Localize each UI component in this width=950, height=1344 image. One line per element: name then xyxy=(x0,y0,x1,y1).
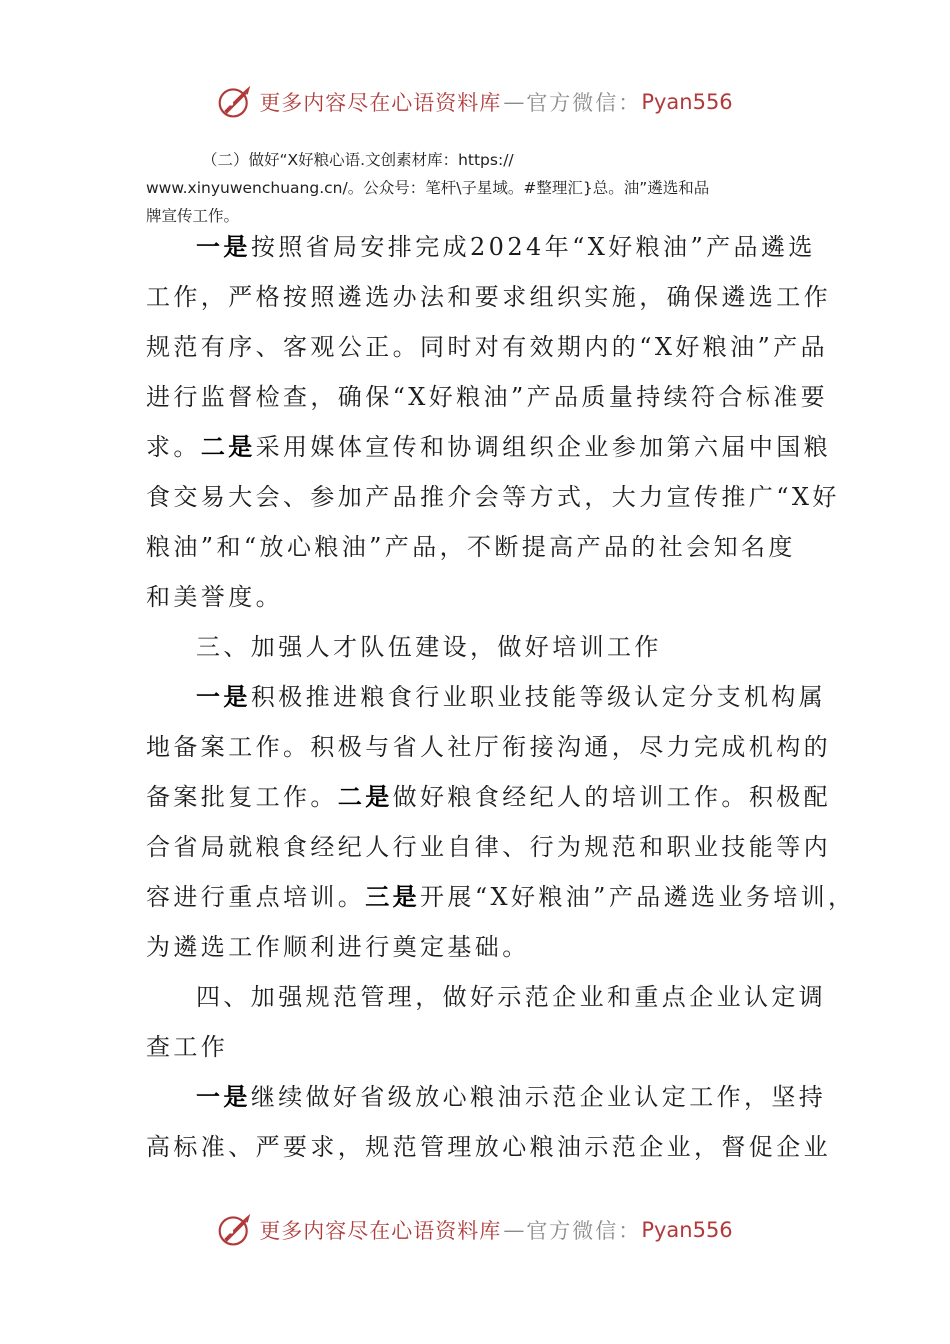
para1-line-2: 工作，严格按照遴选办法和要求组织实施，确保遴选工作 xyxy=(146,283,831,311)
para1-line-4: 进行监督检查，确保“X好粮油”产品质量持续符合标准要 xyxy=(146,383,829,411)
para2-line-2: 地备案工作。积极与省人社厅衔接沟通，尽力完成机构的 xyxy=(146,733,831,761)
banner-wechat-label: 官方微信： xyxy=(526,1219,642,1243)
para2-line-4: 合省局就粮食经纪人行业自律、行为规范和职业技能等内 xyxy=(146,833,831,861)
text: 开展“X好粮油”产品遴选业务培训， xyxy=(420,883,856,911)
para1-line-6: 食交易大会、参加产品推介会等方式，大力宣传推广“X好 xyxy=(146,483,840,511)
para3-line-2: 高标准、严要求，规范管理放心粮油示范企业，督促企业 xyxy=(146,1133,831,1161)
small-paragraph-line: 牌宣传工作。 xyxy=(146,207,240,225)
section-heading-3: 三、加强人才队伍建设，做好培训工作 xyxy=(196,633,662,661)
para2-line-1 xyxy=(146,672,827,722)
para2-line-3 xyxy=(146,772,832,822)
banner-dash: — xyxy=(503,90,525,114)
text: 求。 xyxy=(146,433,201,461)
banner-wechat-label: 官方微信： xyxy=(526,91,642,115)
banner-main-text: 更多内容尽在心语资料库 xyxy=(259,91,502,115)
emphasis-first: 一是 xyxy=(196,232,251,261)
text: 备案批复工作。 xyxy=(146,783,338,811)
header-banner xyxy=(0,80,950,124)
para1-line-8: 和美誉度。 xyxy=(146,583,283,611)
emphasis-first: 一是 xyxy=(196,682,251,711)
para2-line-6: 为遴选工作顺利进行奠定基础。 xyxy=(146,933,530,961)
para1-line-1 xyxy=(146,222,816,272)
text: 采用媒体宣传和协调组织企业参加第六届中国粮 xyxy=(255,433,832,461)
emphasis-second: 二是 xyxy=(200,432,256,461)
small-paragraph-line: www.xinyuwenchuang.cn/。公众号：笔杆\子星域。#整理汇}总。油”遴选和品 xyxy=(146,179,710,197)
banner-wechat-id: Pyan556 xyxy=(641,1218,733,1242)
quill-pen-logo-icon xyxy=(217,84,253,120)
section-heading-4-cont: 查工作 xyxy=(146,1033,229,1061)
para1-line-7: 粮油”和“放心粮油”产品，不断提高产品的社会知名度 xyxy=(146,533,796,561)
text: 积极推进粮食行业职业技能等级认定分支机构属 xyxy=(250,683,827,711)
banner-main-text: 更多内容尽在心语资料库 xyxy=(259,1219,502,1243)
small-paragraph xyxy=(146,146,816,230)
text: 容进行重点培训。 xyxy=(146,883,366,911)
text: 继续做好省级放心粮油示范企业认定工作，坚持 xyxy=(250,1083,827,1111)
banner-dash: — xyxy=(503,1218,525,1242)
emphasis-second: 二是 xyxy=(337,782,393,811)
document-body xyxy=(146,222,856,1172)
quill-pen-logo-icon xyxy=(217,1212,253,1248)
para1-line-3: 规范有序、客观公正。同时对有效期内的“X好粮油”产品 xyxy=(146,333,829,361)
footer-banner xyxy=(0,1208,950,1252)
para2-line-5 xyxy=(146,872,856,922)
emphasis-first: 一是 xyxy=(196,1082,251,1111)
section-heading-4: 四、加强规范管理，做好示范企业和重点企业认定调 xyxy=(196,983,827,1011)
banner-wechat-id: Pyan556 xyxy=(641,90,733,114)
small-paragraph-line: （二）做好“X好粮心语.文创素材库：https:// xyxy=(202,151,514,169)
emphasis-third: 三是 xyxy=(365,882,421,911)
para1-line-5 xyxy=(146,422,832,472)
text: 按照省局安排完成2024年“X好粮油”产品遴选 xyxy=(250,233,816,261)
text: 做好粮食经纪人的培训工作。积极配 xyxy=(392,783,832,811)
para3-line-1 xyxy=(146,1072,827,1122)
